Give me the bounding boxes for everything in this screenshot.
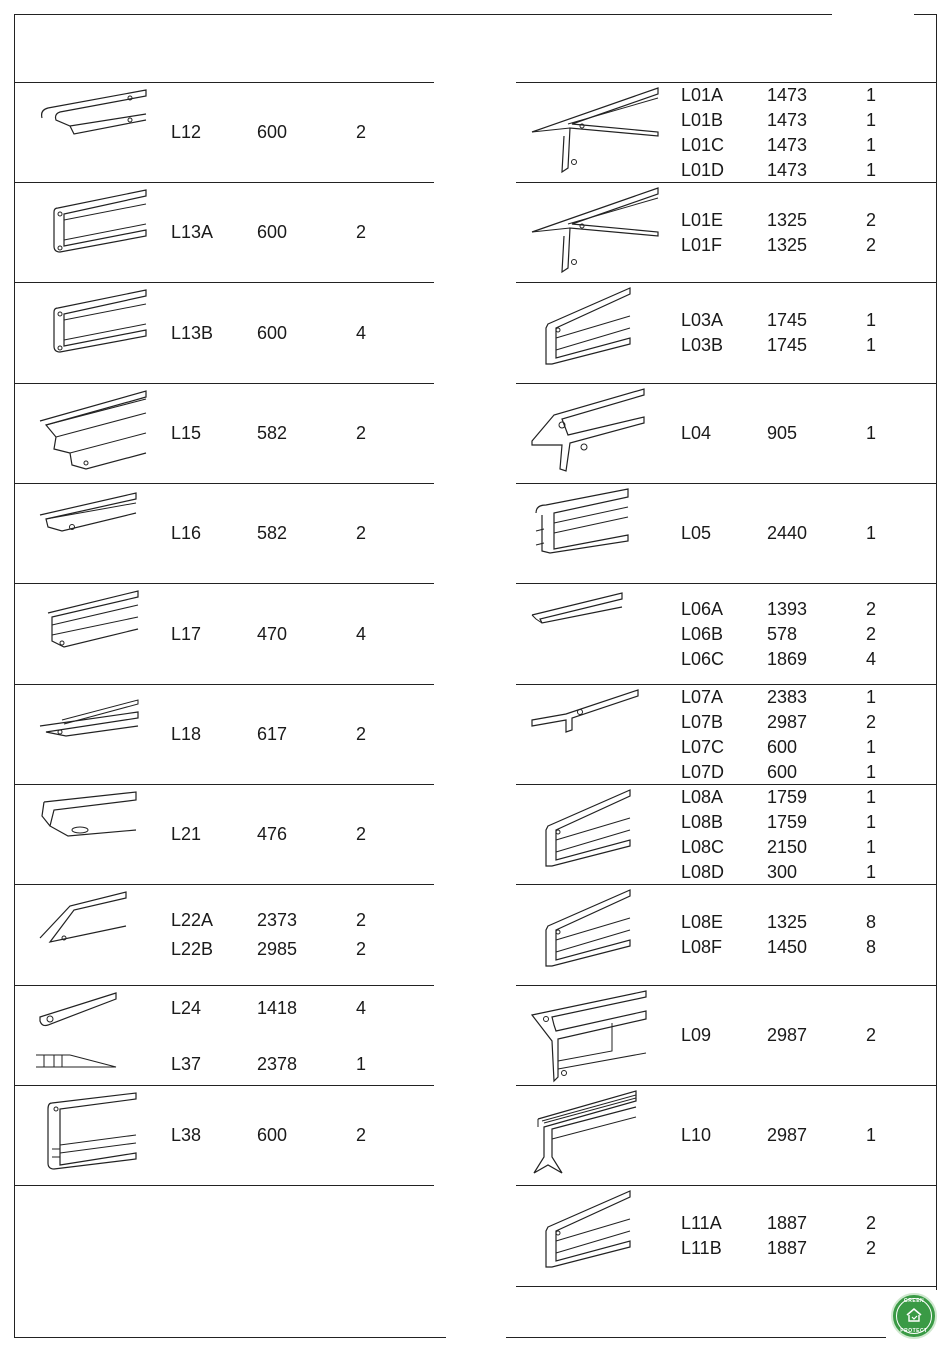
right-border (936, 14, 937, 1290)
part-length: 1759 (767, 811, 808, 832)
part-code: L08A (681, 786, 724, 807)
c-channel-icon (40, 190, 170, 285)
part-length: 600 (767, 736, 798, 757)
row-divider (14, 383, 434, 384)
part-length: 2985 (257, 939, 298, 959)
green-protect-badge (891, 1293, 937, 1339)
part-quantity: 1 (866, 736, 877, 757)
row-divider (14, 684, 434, 685)
part-quantity: 4 (866, 648, 877, 669)
row-divider (516, 1185, 936, 1186)
part-quantity: 1 (866, 836, 877, 857)
house-icon (906, 1307, 922, 1323)
row-divider (516, 182, 936, 183)
part-length: 470 (257, 623, 288, 644)
row-divider (516, 985, 936, 986)
row-divider (14, 282, 434, 283)
door-frame-icon (40, 1093, 170, 1188)
part-code: L22A (171, 910, 214, 930)
part-code: L11B (681, 1238, 722, 1258)
part-quantity: 2 (356, 523, 367, 543)
bottom-border-right (506, 1337, 886, 1338)
part-length: 582 (257, 523, 288, 543)
part-quantity: 2 (356, 1125, 367, 1145)
part-length: 2440 (767, 523, 808, 543)
part-length: 1325 (767, 912, 808, 932)
row-divider (14, 583, 434, 584)
part-length: 2383 (767, 686, 808, 707)
part-code: L38 (171, 1125, 202, 1145)
part-code: L09 (681, 1025, 712, 1045)
part-length: 600 (767, 761, 798, 782)
angle-profile-icon (532, 690, 662, 785)
part-quantity: 1 (356, 1054, 367, 1074)
part-code: L24 (171, 998, 202, 1018)
part-length: 1325 (767, 209, 808, 230)
part-code: L08C (681, 836, 725, 857)
part-code: L37 (171, 1054, 202, 1074)
t-profile-icon (40, 692, 170, 787)
ridge-profile-icon (532, 188, 662, 283)
part-code: L06B (681, 623, 724, 644)
part-quantity: 2 (356, 724, 367, 744)
part-quantity: 1 (866, 523, 877, 543)
part-length: 1745 (767, 310, 808, 330)
part-length: 1473 (767, 109, 808, 130)
part-length: 1393 (767, 598, 808, 619)
part-code: L08F (681, 937, 723, 957)
part-length: 1325 (767, 234, 808, 255)
part-quantity: 2 (866, 711, 877, 732)
row-divider (14, 1185, 434, 1186)
part-quantity: 4 (356, 623, 367, 644)
part-quantity: 2 (866, 234, 877, 255)
top-border (14, 14, 832, 15)
row-divider (516, 1085, 936, 1086)
part-code: L08B (681, 811, 724, 832)
part-length: 2987 (767, 711, 808, 732)
part-quantity: 1 (866, 423, 877, 443)
badge-top-text: GREEN (903, 1298, 925, 1304)
row-divider (516, 1286, 936, 1287)
part-length: 1473 (767, 134, 808, 155)
part-length: 600 (257, 322, 288, 343)
part-code: L07D (681, 761, 725, 782)
part-code: L05 (681, 523, 712, 543)
part-length: 617 (257, 724, 288, 744)
frame-profile-icon (532, 991, 662, 1086)
channel-icon (40, 591, 170, 686)
part-quantity: 4 (356, 998, 367, 1018)
part-quantity: 2 (356, 122, 367, 142)
part-quantity: 2 (356, 222, 367, 242)
rail-profile-icon (532, 1191, 662, 1286)
part-quantity: 2 (356, 910, 367, 930)
part-code: L13A (171, 222, 214, 242)
ridge-cap-icon (532, 1091, 662, 1186)
part-quantity: 2 (866, 1213, 877, 1233)
part-length: 905 (767, 423, 798, 443)
part-quantity: 1 (866, 1125, 877, 1145)
part-code: L07A (681, 686, 724, 707)
part-length: 2378 (257, 1054, 298, 1074)
part-quantity: 1 (866, 335, 877, 355)
part-length: 1869 (767, 648, 808, 669)
part-code: L12 (171, 122, 202, 142)
bottom-border-left (14, 1337, 446, 1338)
part-code: L16 (171, 523, 202, 543)
part-quantity: 8 (866, 937, 877, 957)
row-divider (14, 884, 434, 885)
part-code: L03B (681, 335, 724, 355)
c-channel-icon (40, 290, 170, 385)
part-quantity: 1 (866, 686, 877, 707)
part-length: 300 (767, 861, 798, 882)
rail-profile-icon (532, 790, 662, 885)
part-quantity: 1 (866, 761, 877, 782)
row-divider (516, 282, 936, 283)
part-length: 600 (257, 1125, 288, 1145)
part-code: L07B (681, 711, 724, 732)
part-code: L21 (171, 824, 202, 844)
part-code: L06C (681, 648, 725, 669)
part-code: L04 (681, 423, 712, 443)
part-code: L01E (681, 209, 724, 230)
part-code: L01B (681, 109, 724, 130)
part-quantity: 1 (866, 159, 877, 180)
stepped-profile-icon (40, 391, 170, 486)
part-quantity: 2 (356, 824, 367, 844)
part-length: 1450 (767, 937, 808, 957)
part-code: L06A (681, 598, 724, 619)
row-divider (516, 383, 936, 384)
part-length: 2987 (767, 1125, 808, 1145)
rail-profile-icon (532, 890, 662, 985)
part-quantity: 2 (866, 598, 877, 619)
part-length: 476 (257, 824, 288, 844)
top-border-right (914, 14, 936, 15)
part-length: 2150 (767, 836, 808, 857)
part-quantity: 8 (866, 912, 877, 932)
part-length: 600 (257, 122, 288, 142)
part-quantity: 2 (356, 939, 367, 959)
part-quantity: 2 (866, 1025, 877, 1045)
part-quantity: 2 (866, 623, 877, 644)
row-divider (14, 483, 434, 484)
part-code: L11A (681, 1213, 722, 1233)
part-length: 1745 (767, 335, 808, 355)
part-length: 578 (767, 623, 798, 644)
angle-bar-icon (40, 892, 170, 987)
part-length: 1418 (257, 998, 298, 1018)
part-quantity: 1 (866, 84, 877, 105)
part-quantity: 1 (866, 310, 877, 330)
row-divider (14, 1085, 434, 1086)
row-divider (14, 784, 434, 785)
part-code: L18 (171, 724, 202, 744)
part-code: L01C (681, 134, 725, 155)
part-length: 1887 (767, 1213, 808, 1233)
row-divider (516, 583, 936, 584)
part-quantity: 1 (866, 811, 877, 832)
part-quantity: 1 (866, 134, 877, 155)
part-length: 1887 (767, 1238, 808, 1258)
part-code: L08D (681, 861, 725, 882)
part-code: L01D (681, 159, 725, 180)
part-code: L15 (171, 423, 202, 443)
part-code: L07C (681, 736, 725, 757)
part-code: L03A (681, 310, 724, 330)
part-quantity: 2 (866, 1238, 877, 1258)
rail-profile-icon (532, 288, 662, 383)
part-code: L08E (681, 912, 724, 932)
channel-lip-icon (40, 90, 170, 185)
part-length: 1473 (767, 84, 808, 105)
part-code: L10 (681, 1125, 712, 1145)
part-quantity: 2 (866, 209, 877, 230)
gutter-profile-icon (532, 489, 662, 584)
part-code: L01F (681, 234, 723, 255)
row-divider (516, 884, 936, 885)
part-length: 2987 (767, 1025, 808, 1045)
part-code: L22B (171, 939, 214, 959)
badge-bottom-text: PROTECT (900, 1328, 928, 1334)
part-length: 2373 (257, 910, 298, 930)
part-length: 1759 (767, 786, 808, 807)
part-quantity: 1 (866, 109, 877, 130)
part-quantity: 4 (356, 322, 367, 343)
angle-bracket-icon (40, 792, 170, 887)
part-length: 582 (257, 423, 288, 443)
flat-bar-icon (40, 993, 170, 1088)
part-code: L13B (171, 322, 214, 343)
part-code: L17 (171, 623, 202, 644)
part-code: L01A (681, 84, 724, 105)
part-quantity: 2 (356, 423, 367, 443)
part-length: 1473 (767, 159, 808, 180)
small-channel-icon (532, 589, 662, 684)
row-divider (14, 985, 434, 986)
row-divider (516, 483, 936, 484)
left-border (14, 14, 15, 1338)
ridge-profile-icon (532, 88, 662, 183)
row-divider (14, 182, 434, 183)
part-quantity: 1 (866, 786, 877, 807)
row-divider (14, 82, 434, 83)
angled-rail-icon (532, 389, 662, 484)
part-quantity: 1 (866, 861, 877, 882)
part-length: 600 (257, 222, 288, 242)
flat-channel-icon (40, 491, 170, 586)
